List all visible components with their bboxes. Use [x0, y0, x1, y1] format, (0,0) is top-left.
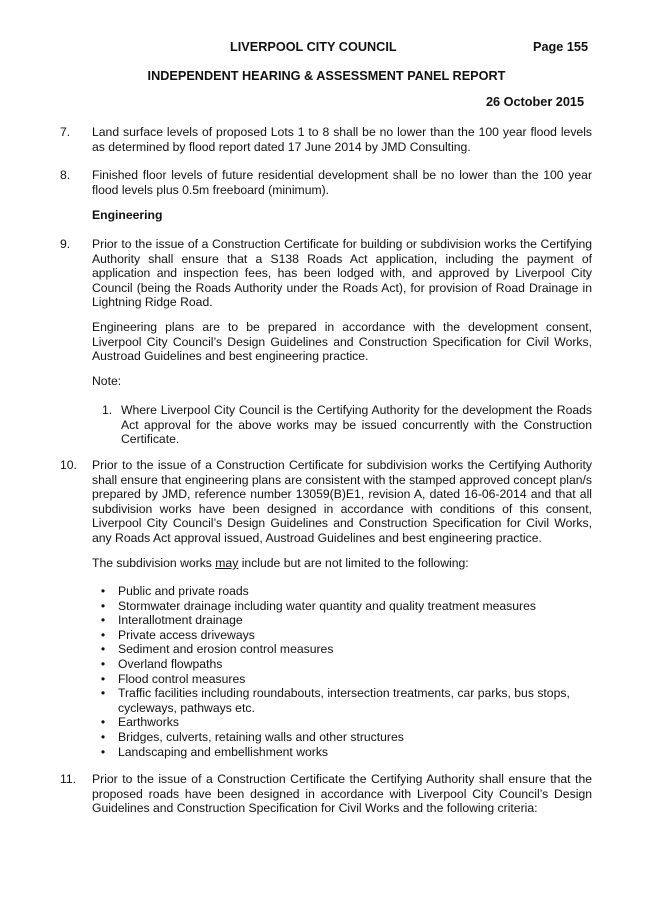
condition-number: 8. [60, 168, 71, 182]
note-item-text: Where Liverpool City Council is the Certifying Authority for the development the Roads Act approval for the above works may be issued concurrently with the Construction Certificate. [121, 403, 592, 447]
section-heading-engineering: Engineering [92, 208, 163, 222]
bullet-icon: • [100, 598, 106, 613]
report-title: INDEPENDENT HEARING & ASSESSMENT PANEL REPORT [147, 69, 506, 83]
bullet-icon: • [100, 627, 106, 642]
list-item [92, 672, 592, 687]
list-item-text: Bridges, culverts, retaining walls and other structures [118, 729, 404, 744]
bullet-icon: • [100, 642, 106, 657]
condition-paragraph: Engineering plans are to be prepared in accordance with the development consent, Liverpool City Council’s Design Guidelines and Construction Specification for Civil Works, Austroad Guidelines and best engineering practice. [92, 320, 592, 364]
list-item [92, 584, 592, 599]
council-name: LIVERPOOL CITY COUNCIL [230, 40, 397, 54]
intro-text: The subdivision works [92, 556, 216, 570]
list-item [92, 599, 592, 614]
report-date: 26 October 2015 [486, 95, 585, 109]
condition-text: Prior to the issue of a Construction Certificate for building or subdivision works the Certifying Authority shall ensure that a S138 Roads Act application, including the payment of application and inspection fees, has been lodged with, and approved by Liverpool City Council (being the Roads Authority under the Roads Act), for provision of Road Drainage in Lightning Ridge Road. [92, 237, 592, 310]
condition-number: 9. [60, 237, 71, 251]
note-item-number: 1. [102, 403, 113, 417]
list-item [92, 657, 592, 672]
list-item-text: Flood control measures [118, 671, 246, 686]
list-item [92, 613, 592, 628]
list-item-text: Private access driveways [118, 627, 255, 642]
subdivision-works-list [92, 584, 592, 759]
bullet-icon: • [100, 744, 106, 759]
condition-number: 7. [60, 125, 71, 139]
list-item [92, 745, 592, 760]
list-item-text: Public and private roads [118, 584, 249, 598]
condition-text: Land surface levels of proposed Lots 1 to 8 shall be no lower than the 100 year flood levels as determined by flood report dated 17 June 2014 by JMD Consulting. [92, 125, 592, 154]
condition-text: Prior to the issue of a Construction Certificate for subdivision works the Certifying Authority shall ensure that engineering plans are consistent with the stamped approved concept plan/s prepared by JMD, reference number 13059(B)E1, revision A, dated 16-06-2014 and that all subdivision works have been designed in accordance with conditions of this consent, Liverpool City Council’s Design Guidelines and Construction Specification for Civil Works, any Roads Act approval issued, Austroad Guidelines and best engineering practice. [92, 458, 593, 545]
list-item [92, 686, 592, 715]
bullet-icon: • [100, 584, 106, 598]
intro-text: include but are not limited to the following: [238, 556, 469, 570]
bullet-icon: • [100, 729, 106, 744]
condition-number: 10. [60, 458, 77, 472]
list-item-text: Landscaping and embellishment works [118, 744, 329, 759]
list-item-text: Sediment and erosion control measures [118, 642, 334, 657]
list-item [92, 628, 592, 643]
condition-text: Finished floor levels of future residential development shall be no lower than the 100 year flood levels plus 0.5m freeboard (minimum). [92, 168, 592, 197]
bullet-icon: • [100, 656, 106, 671]
bullet-icon: • [100, 671, 106, 686]
list-item-text: Traffic facilities including roundabouts, intersection treatments, car parks, bus stops, cycleways, pathways etc. [118, 686, 570, 715]
intro-underlined-word: may [215, 556, 239, 570]
list-item [92, 715, 592, 730]
condition-text: Prior to the issue of a Construction Certificate the Certifying Authority shall ensure that the proposed roads have been designed in accordance with Liverpool City Council’s Design Guidelines and Construction Specification for Civil Works and the following criteria: [92, 772, 592, 816]
list-item [92, 642, 592, 657]
subdivision-works-intro [92, 556, 592, 571]
condition-number: 11. [60, 772, 77, 786]
bullet-icon: • [100, 715, 106, 730]
list-item-text: Overland flowpaths [118, 656, 223, 671]
bullet-icon: • [100, 686, 106, 701]
list-item-text: Interallotment drainage [118, 613, 243, 628]
list-item [92, 730, 592, 745]
list-item-text: Earthworks [118, 715, 179, 730]
list-item-text: Stormwater drainage including water quantity and quality treatment measures [118, 598, 536, 613]
page-number: Page 155 [533, 40, 589, 54]
bullet-icon: • [100, 613, 106, 628]
note-label: Note: [92, 374, 122, 388]
